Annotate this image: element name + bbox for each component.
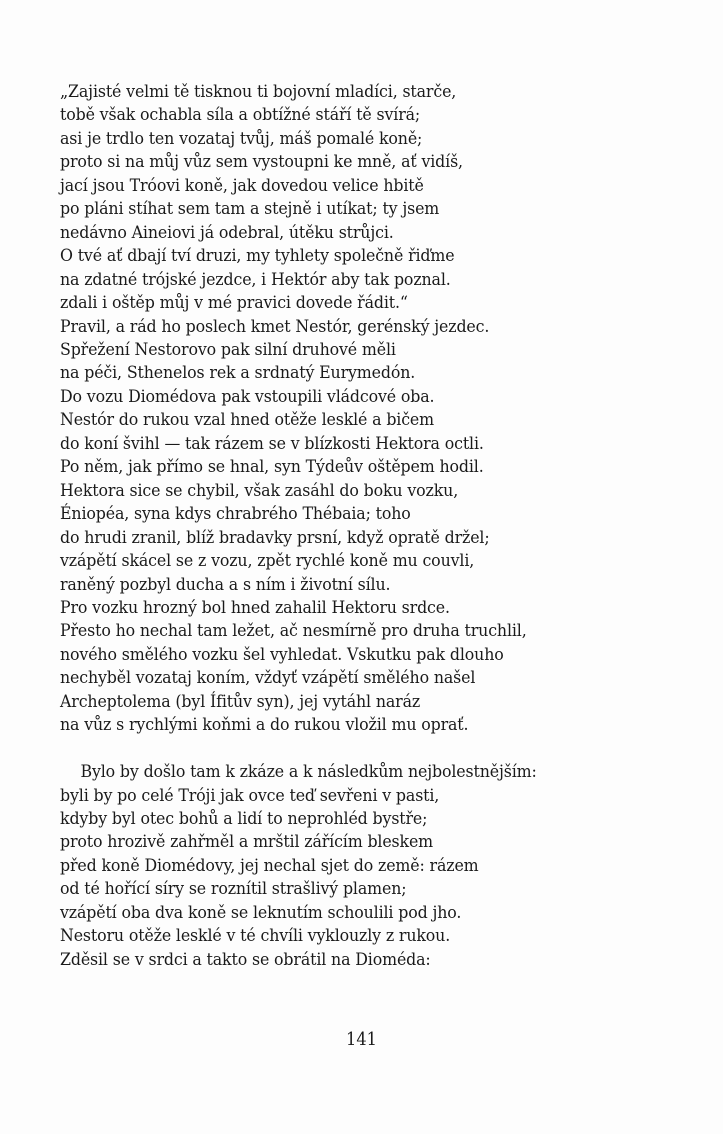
text-line: Éniopéa, syna kdys chrabrého Thébaia; toho (60, 504, 411, 525)
text-line: zdali i oštěp můj v mé pravici dovede řádit.“ (60, 293, 408, 314)
text-line: před koně Diomédovy, jej nechal sjet do země: rázem (60, 855, 479, 876)
text-line: „Zajisté velmi tě tisknou ti bojovní mladíci, starče, (60, 82, 457, 102)
text-line: vzápětí skácel se z vozu, zpět rychlé koně mu couvli, (60, 551, 475, 572)
paragraph-1 (60, 81, 665, 738)
paragraph-2 (60, 761, 665, 972)
text-line: do hrudi zranil, blíž bradavky prsní, když opratě držel; (60, 527, 490, 548)
text-line: na zdatné trójské jezdce, i Hektór aby tak poznal. (60, 269, 451, 290)
text-line-indented: Bylo by došlo tam k zkáze a k následkům nejbolestnějším: (80, 762, 537, 783)
text-line: nového smělého vozku šel vyhledat. Vskutku pak dlouho (60, 644, 504, 665)
text-line: Po něm, jak přímo se hnal, syn Týdeův oštěpem hodil. (60, 457, 484, 478)
text-line: Pravil, a rád ho poslech kmet Nestór, gerénský jezdec. (60, 316, 490, 337)
text-line: O tvé ať dbají tví druzi, my tyhlety společně řiďme (60, 246, 455, 267)
text-line: Nestoru otěže lesklé v té chvíli vyklouzly z rukou. (60, 926, 451, 947)
text-line: proto si na můj vůz sem vystoupni ke mně, ať vidíš, (60, 152, 463, 173)
text-line: Spřežení Nestorovo pak silní druhové měli (60, 339, 396, 360)
text-line: Do vozu Diomédova pak vstoupili vládcové oba. (60, 386, 435, 407)
text-line: do koní švihl — tak rázem se v blízkosti Hektora octli. (60, 433, 484, 454)
paragraph-gap (60, 738, 665, 761)
text-line: na vůz s rychlými koňmi a do rukou vložil mu oprať. (60, 715, 469, 736)
text-line: po pláni stíhat sem tam a stejně i utíkat; ty jsem (60, 199, 440, 220)
text-line: Nestór do rukou vzal hned otěže lesklé a bičem (60, 410, 435, 431)
text-line: asi je trdlo ten vozataj tvůj, máš pomalé koně; (60, 128, 423, 149)
text-line: tobě však ochabla síla a obtížné stáří tě svírá; (60, 105, 421, 126)
text-line: na péči, Sthenelos rek a srdnatý Eurymedón. (60, 363, 416, 384)
text-line: nechyběl vozataj koním, vždyť vzápětí smělého našel (60, 668, 476, 689)
text-line: Zděsil se v srdci a takto se obrátil na Dioméda: (60, 949, 431, 970)
text-line: od té hořící síry se roznítil strašlivý plamen; (60, 879, 407, 900)
text-line: proto hrozivě zahřměl a mrštil zářícím bleskem (60, 832, 434, 853)
text-line: Pro vozku hrozný bol hned zahalil Hektoru srdce. (60, 597, 450, 618)
text-line: raněný pozbyl ducha a s ním i životní sílu. (60, 574, 391, 595)
poem-text (60, 81, 665, 972)
text-line: kdyby byl otec bohů a lidí to neprohléd bystře; (60, 809, 428, 830)
text-line: byli by po celé Tróji jak ovce teď sevřeni v pasti, (60, 785, 440, 806)
text-line: jací jsou Tróovi koně, jak dovedou velice hbitě (60, 175, 424, 196)
text-line: Archeptolema (byl Ífitův syn), jej vytáhl naráz (60, 691, 421, 712)
text-line: nedávno Aineiovi já odebral, útěku strůjci. (60, 222, 394, 243)
text-line: vzápětí oba dva koně se leknutím schoulili pod jho. (60, 902, 462, 923)
text-line: Hektora sice se chybil, však zasáhl do boku vozku, (60, 480, 459, 501)
text-line: Přesto ho nechal tam ležet, ač nesmírně pro druha truchlil, (60, 621, 527, 642)
page-number: 141 (346, 1029, 377, 1050)
